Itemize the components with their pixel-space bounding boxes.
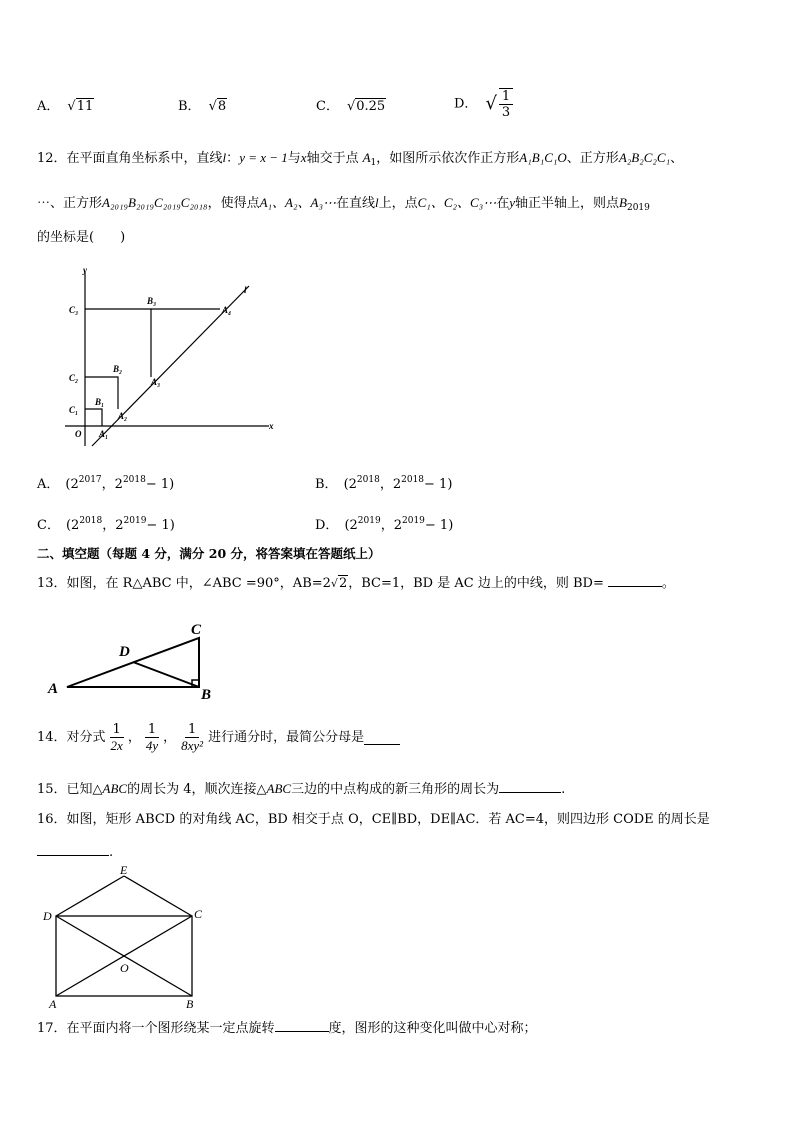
q12-option-d: D． ($2^{2019}$，$2^{2019}- 1$) [315, 516, 454, 533]
label-B2: B₂ [113, 364, 123, 374]
label-C: C [194, 907, 203, 921]
q12-equation: y = x − 1 [239, 150, 288, 165]
label-E: E [120, 866, 128, 877]
q14-text: 14．对分式 $\frac{1}{2x}$ ， $\frac{1}{4y}$ ， $\frac{1}{\text{8xy²}}$ 进行通分时，最简公分母是 [37, 722, 400, 753]
q12-option-a: A． ($2^{2017}$，$2^{2018}- 1$) [37, 475, 175, 492]
label-A1: A₁ [99, 429, 109, 439]
y-axis-label: y [83, 265, 87, 275]
q12-line-2: ⋯、正方形A₂₀₁₉B₂₀₁₉C₂₀₁₉C₂₀₁₈，使得点A₁、A₂、A₃⋯在直线l上，点C₁、C₂、C₃⋯在y轴正半轴上，则点$B_{2019}$ [37, 195, 650, 213]
label-A2: A₂ [118, 411, 128, 421]
label-D: D [119, 644, 130, 660]
q14-fraction-3: $\frac{1}{\text{8xy²}}$ [181, 722, 204, 753]
q16-text: 16．如图，矩形 ABCD 的对角线 AC，BD 相交于点 O，CE∥BD，DE∥AC．若 AC=4，则四边形 CODE 的周长是 [37, 812, 710, 827]
q11-option-d: D． √ $\frac{1}{3}$ [454, 88, 515, 120]
label-B: B [201, 687, 212, 703]
label-D: D [43, 909, 52, 923]
label-A: A [49, 997, 57, 1011]
label-B: B [186, 997, 194, 1011]
label-B1: B₁ [95, 397, 105, 407]
label-C2: C₂ [69, 373, 79, 383]
q12-option-c: C． ($2^{2018}$，$2^{2019}- 1$) [37, 516, 175, 533]
q11-d-fraction: $\frac{1}{3}$ [499, 88, 513, 120]
q12-figure [55, 262, 285, 447]
q12-line-3: 的坐标是( ) [37, 230, 126, 245]
section-2-heading: 二、填空题（每题 4 分，满分 20 分，将答案填在答题纸上） [37, 546, 381, 561]
q12-line-1: 12．在平面直角坐标系中，直线l：y = x − 1与x轴交于点 $A_1$，如图所示依次作正方形A₁B₁C₁O、正方形A₂B₂C₂C₁、 [37, 150, 684, 168]
square-1 [85, 409, 102, 426]
q13-answer-blank[interactable] [608, 586, 662, 587]
origin-label: O [75, 429, 82, 439]
q16-line-2: . [37, 846, 113, 859]
line-l-label: l [244, 285, 247, 295]
q11-c-radicand: 0.25 [356, 99, 386, 114]
q14-answer-blank[interactable] [364, 730, 400, 745]
label-C3: C₃ [69, 305, 79, 315]
q15-text: 15．已知△ABC的周长为 4，顺次连接△ABC三边的中点构成的新三角形的周长为 . [37, 781, 566, 797]
q11-option-b: B． √8 [178, 99, 227, 114]
q16-answer-blank[interactable] [37, 855, 109, 856]
label-B3: B₃ [147, 296, 157, 306]
segment-CE [124, 876, 192, 916]
label-C: C [191, 622, 202, 638]
q11-option-a: A． √11 [37, 99, 94, 114]
x-axis-label: x [269, 421, 274, 431]
label-A: A [48, 681, 59, 697]
q11-option-c: C． √0.25 [316, 99, 386, 114]
label-O: O [120, 961, 129, 975]
q14-fraction-1: $\frac{1}{2x}$ [110, 722, 123, 753]
q11-a-radicand: 11 [76, 99, 94, 114]
q11-b-radicand: 8 [217, 99, 227, 114]
q16-figure [40, 866, 215, 1011]
q17-text: 17．在平面内将一个图形绕某一定点旋转 度，图形的这种变化叫做中心对称； [37, 1021, 537, 1036]
q13-figure [45, 620, 225, 705]
label-A3: A₃ [151, 377, 161, 387]
q15-answer-blank[interactable] [499, 792, 561, 793]
q17-answer-blank[interactable] [275, 1031, 329, 1032]
q12-option-b: B． ($2^{2018}$，$2^{2018}- 1$) [315, 475, 453, 492]
q14-fraction-2: $\frac{1}{4y}$ [145, 722, 159, 753]
q13-text: 13．如图，在 R△ABC 中，∠ABC =90°，AB=2√2，BC=1，BD 是 AC 边上的中线，则 BD= 。 [37, 576, 675, 591]
median-BD [133, 662, 199, 687]
label-A4: A₄ [222, 305, 232, 315]
label-C1: C₁ [69, 405, 79, 415]
segment-DE [56, 876, 124, 916]
